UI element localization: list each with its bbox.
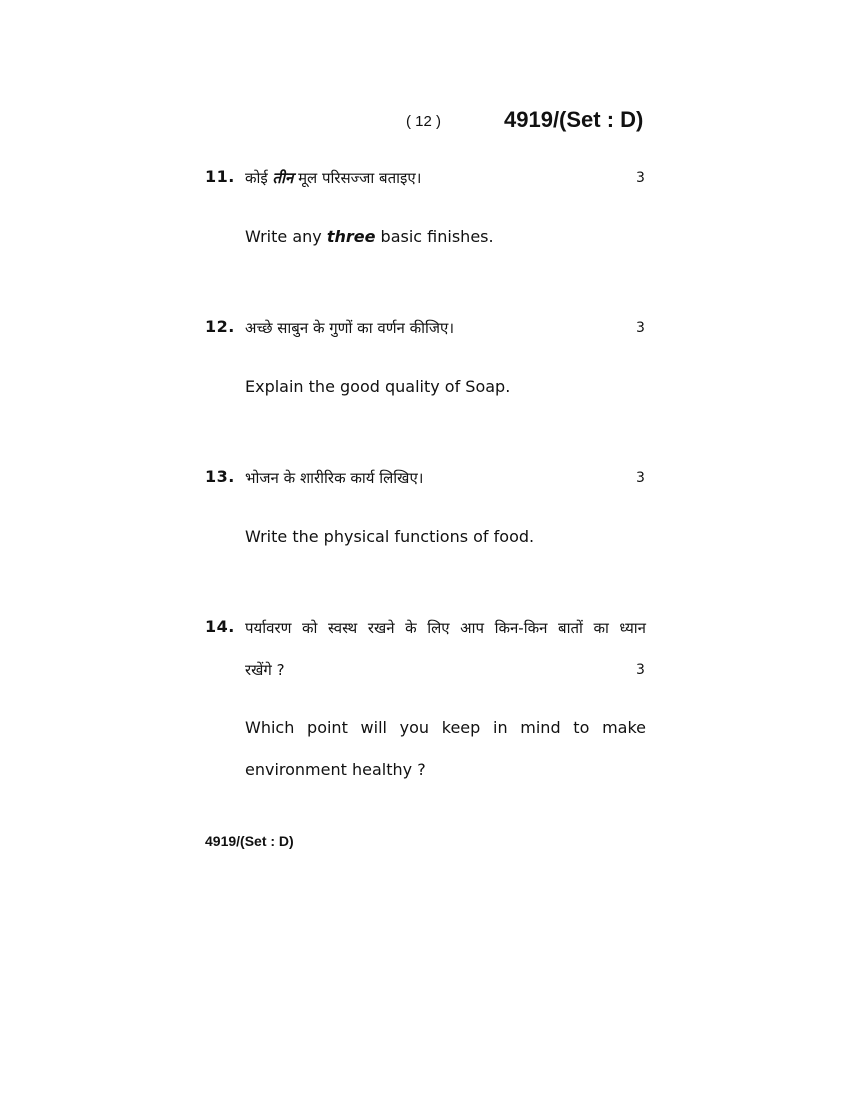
question-14-marks: 3 bbox=[636, 662, 645, 678]
question-number-11: 11. bbox=[205, 167, 235, 186]
emphasis-word: तीन bbox=[272, 169, 294, 187]
question-12-marks: 3 bbox=[636, 320, 645, 336]
question-13-hindi: भोजन के शारीरिक कार्य लिखिए। bbox=[245, 469, 424, 487]
question-11-hindi: कोई तीन मूल परिसज्जा बताइए। bbox=[245, 169, 422, 187]
question-11-english: Write any three basic finishes. bbox=[245, 227, 494, 246]
question-14-hindi-line2: रखेंगे ? bbox=[245, 661, 285, 679]
question-number-12: 12. bbox=[205, 317, 235, 336]
question-14-english-line1: Which point will you keep in mind to make bbox=[245, 718, 646, 737]
question-13-english: Write the physical functions of food. bbox=[245, 527, 535, 546]
page-number: ( 12 ) bbox=[406, 113, 442, 130]
emphasis-word: three bbox=[326, 227, 376, 246]
question-12-english: Explain the good quality of Soap. bbox=[245, 377, 511, 396]
question-number-14: 14. bbox=[205, 617, 235, 636]
question-number-13: 13. bbox=[205, 467, 235, 486]
paper-code-footer: 4919/(Set : D) bbox=[205, 833, 294, 849]
paper-code-header: 4919/(Set : D) bbox=[504, 107, 644, 132]
question-14-english-line2: environment healthy ? bbox=[245, 760, 426, 779]
question-13-marks: 3 bbox=[636, 470, 645, 486]
question-12-hindi: अच्छे साबुन के गुणों का वर्णन कीजिए। bbox=[245, 319, 455, 337]
question-14-hindi-line1: पर्यावरण को स्वस्थ रखने के लिए आप किन-किन बातों का ध्यान bbox=[245, 619, 646, 637]
question-11-marks: 3 bbox=[636, 170, 645, 186]
